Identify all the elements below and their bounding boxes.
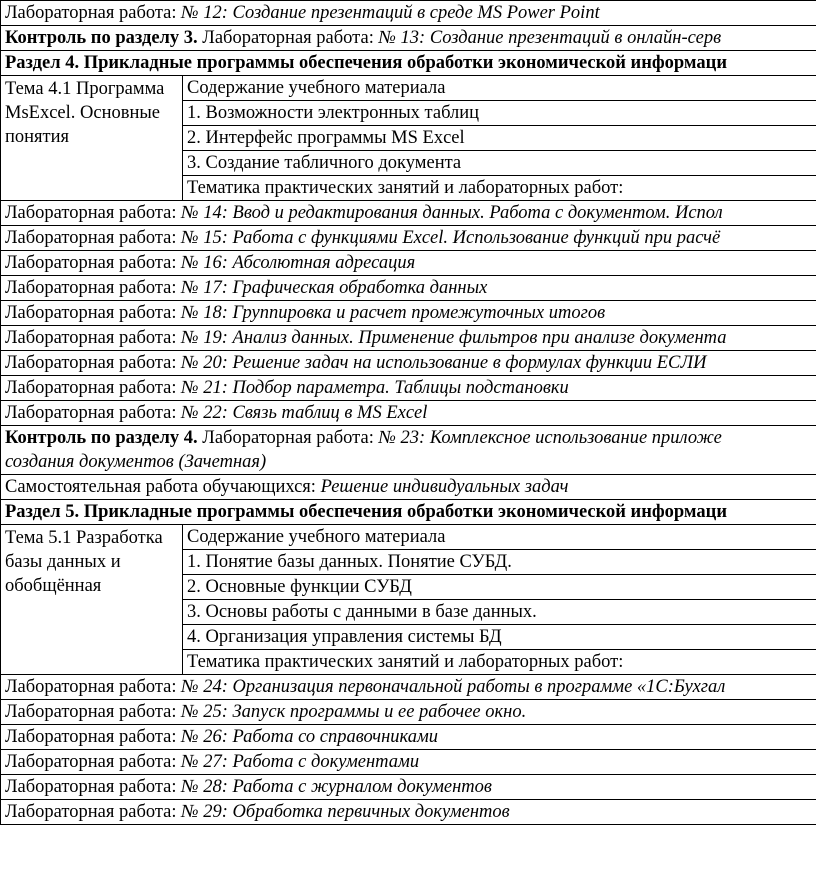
lab-row	[1, 351, 816, 376]
section-4-title: Раздел 4. Прикладные программы обеспечения обработки экономической информаци	[1, 51, 816, 76]
practice-header: Тематика практических занятий и лабораторных работ:	[183, 176, 816, 201]
lab-title: № 28: Работа с журналом документов	[181, 777, 492, 797]
theme-4-1-title: Тема 4.1 Программа MsExcel. Основные понятия	[1, 76, 183, 201]
lab-title: № 26: Работа со справочниками	[181, 727, 439, 747]
lab-title: № 15: Работа с функциями Excel. Использование функций при расчё	[181, 228, 721, 248]
lab-title: № 21: Подбор параметра. Таблицы подстановки	[181, 378, 569, 398]
lab-row	[1, 251, 816, 276]
lab-row	[1, 226, 816, 251]
control-label: Контроль по разделу 4.	[5, 428, 198, 448]
table-row	[1, 525, 816, 550]
lab-label: Лабораторная работа:	[5, 303, 177, 323]
table-row	[1, 401, 816, 426]
table-row	[1, 326, 816, 351]
table-row	[1, 376, 816, 401]
selfwork-row	[1, 475, 816, 500]
lab-title: № 23: Комплексное использование приложе	[378, 428, 722, 448]
lab-row	[1, 376, 816, 401]
lab-row	[1, 800, 816, 825]
labs-section-4	[1, 201, 816, 426]
table-row	[1, 750, 816, 775]
table-row	[1, 251, 816, 276]
lab-label: Лабораторная работа:	[5, 378, 177, 398]
lab-label: Лабораторная работа:	[5, 802, 177, 822]
lab-label: Лабораторная работа:	[5, 253, 177, 273]
table-row	[1, 351, 816, 376]
selfwork-label: Самостоятельная работа обучающихся:	[5, 477, 316, 497]
lab-title: № 12: Создание презентаций в среде MS Power Point	[181, 3, 600, 23]
lab-label: Лабораторная работа:	[5, 403, 177, 423]
lab-row	[1, 201, 816, 226]
lab-row	[1, 725, 816, 750]
table-row	[1, 26, 816, 51]
content-item: 4. Организация управления системы БД	[183, 625, 816, 650]
table-row	[1, 76, 816, 101]
lab-label: Лабораторная работа:	[5, 727, 177, 747]
content-header: Содержание учебного материала	[183, 76, 816, 101]
labs-section-5	[1, 675, 816, 825]
lab-label: Лабораторная работа:	[5, 677, 177, 697]
content-item: 3. Основы работы с данными в базе данных.	[183, 600, 816, 625]
lab-label: Лабораторная работа:	[5, 278, 177, 298]
lab-title: № 27: Работа с документами	[181, 752, 420, 772]
control-row-3	[1, 26, 816, 51]
lab-title: № 17: Графическая обработка данных	[181, 278, 488, 298]
lab-title: № 19: Анализ данных. Применение фильтров при анализе документа	[181, 328, 727, 348]
lab-label: Лабораторная работа:	[202, 28, 374, 48]
lab-label: Лабораторная работа:	[5, 203, 177, 223]
table-row	[1, 201, 816, 226]
lab-label: Лабораторная работа:	[5, 752, 177, 772]
lab-title: № 20: Решение задач на использование в формулах функции ЕСЛИ	[181, 353, 707, 373]
lab-label: Лабораторная работа:	[5, 777, 177, 797]
control-row-4	[1, 426, 816, 475]
control-label: Контроль по разделу 3.	[5, 28, 198, 48]
table-row	[1, 500, 816, 525]
selfwork-text: Решение индивидуальных задач	[320, 477, 569, 497]
lab-label: Лабораторная работа:	[5, 353, 177, 373]
lab-title: № 24: Организация первоначальной работы в программе «1С:Бухгал	[181, 677, 726, 697]
lab-label: Лабораторная работа:	[5, 328, 177, 348]
table-row	[1, 775, 816, 800]
lab-title: № 22: Связь таблиц в MS Excel	[181, 403, 428, 423]
lab-label: Лабораторная работа:	[5, 228, 177, 248]
table-row	[1, 276, 816, 301]
table-row	[1, 675, 816, 700]
lab-title: № 16: Абсолютная адресация	[181, 253, 416, 273]
table-row	[1, 700, 816, 725]
lab-row	[1, 750, 816, 775]
lab-title: № 14: Ввод и редактирования данных. Работа с документом. Испол	[181, 203, 723, 223]
lab-row	[1, 700, 816, 725]
lab-title: № 25: Запуск программы и ее рабочее окно.	[181, 702, 527, 722]
lab-title: № 13: Создание презентаций в онлайн-серв	[378, 28, 722, 48]
lab-row	[1, 775, 816, 800]
lab-label: Лабораторная работа:	[5, 3, 177, 23]
theme-5-1-title: Тема 5.1 Разработка базы данных и обобщённая	[1, 525, 183, 675]
table-row	[1, 301, 816, 326]
lab-row	[1, 276, 816, 301]
lab-row-12	[1, 1, 816, 26]
table-row	[1, 800, 816, 825]
content-item: 2. Интерфейс программы MS Excel	[183, 126, 816, 151]
table-row	[1, 426, 816, 475]
content-item: 1. Возможности электронных таблиц	[183, 101, 816, 126]
table-row	[1, 1, 816, 26]
lab-title: № 18: Группировка и расчет промежуточных итогов	[181, 303, 606, 323]
lab-row	[1, 675, 816, 700]
table-row	[1, 725, 816, 750]
content-item: 3. Создание табличного документа	[183, 151, 816, 176]
lab-row	[1, 301, 816, 326]
content-item: 2. Основные функции СУБД	[183, 575, 816, 600]
lab-title: № 29: Обработка первичных документов	[181, 802, 510, 822]
lab-label: Лабораторная работа:	[202, 428, 374, 448]
lab-title-continued: создания документов (Зачетная)	[5, 452, 267, 472]
lab-row	[1, 326, 816, 351]
content-item: 1. Понятие базы данных. Понятие СУБД.	[183, 550, 816, 575]
table-row	[1, 475, 816, 500]
lab-row	[1, 401, 816, 426]
lab-label: Лабораторная работа:	[5, 702, 177, 722]
table-row	[1, 51, 816, 76]
table-row	[1, 226, 816, 251]
practice-header: Тематика практических занятий и лабораторных работ:	[183, 650, 816, 675]
content-header: Содержание учебного материала	[183, 525, 816, 550]
section-5-title: Раздел 5. Прикладные программы обеспечения обработки экономической информаци	[1, 500, 816, 525]
